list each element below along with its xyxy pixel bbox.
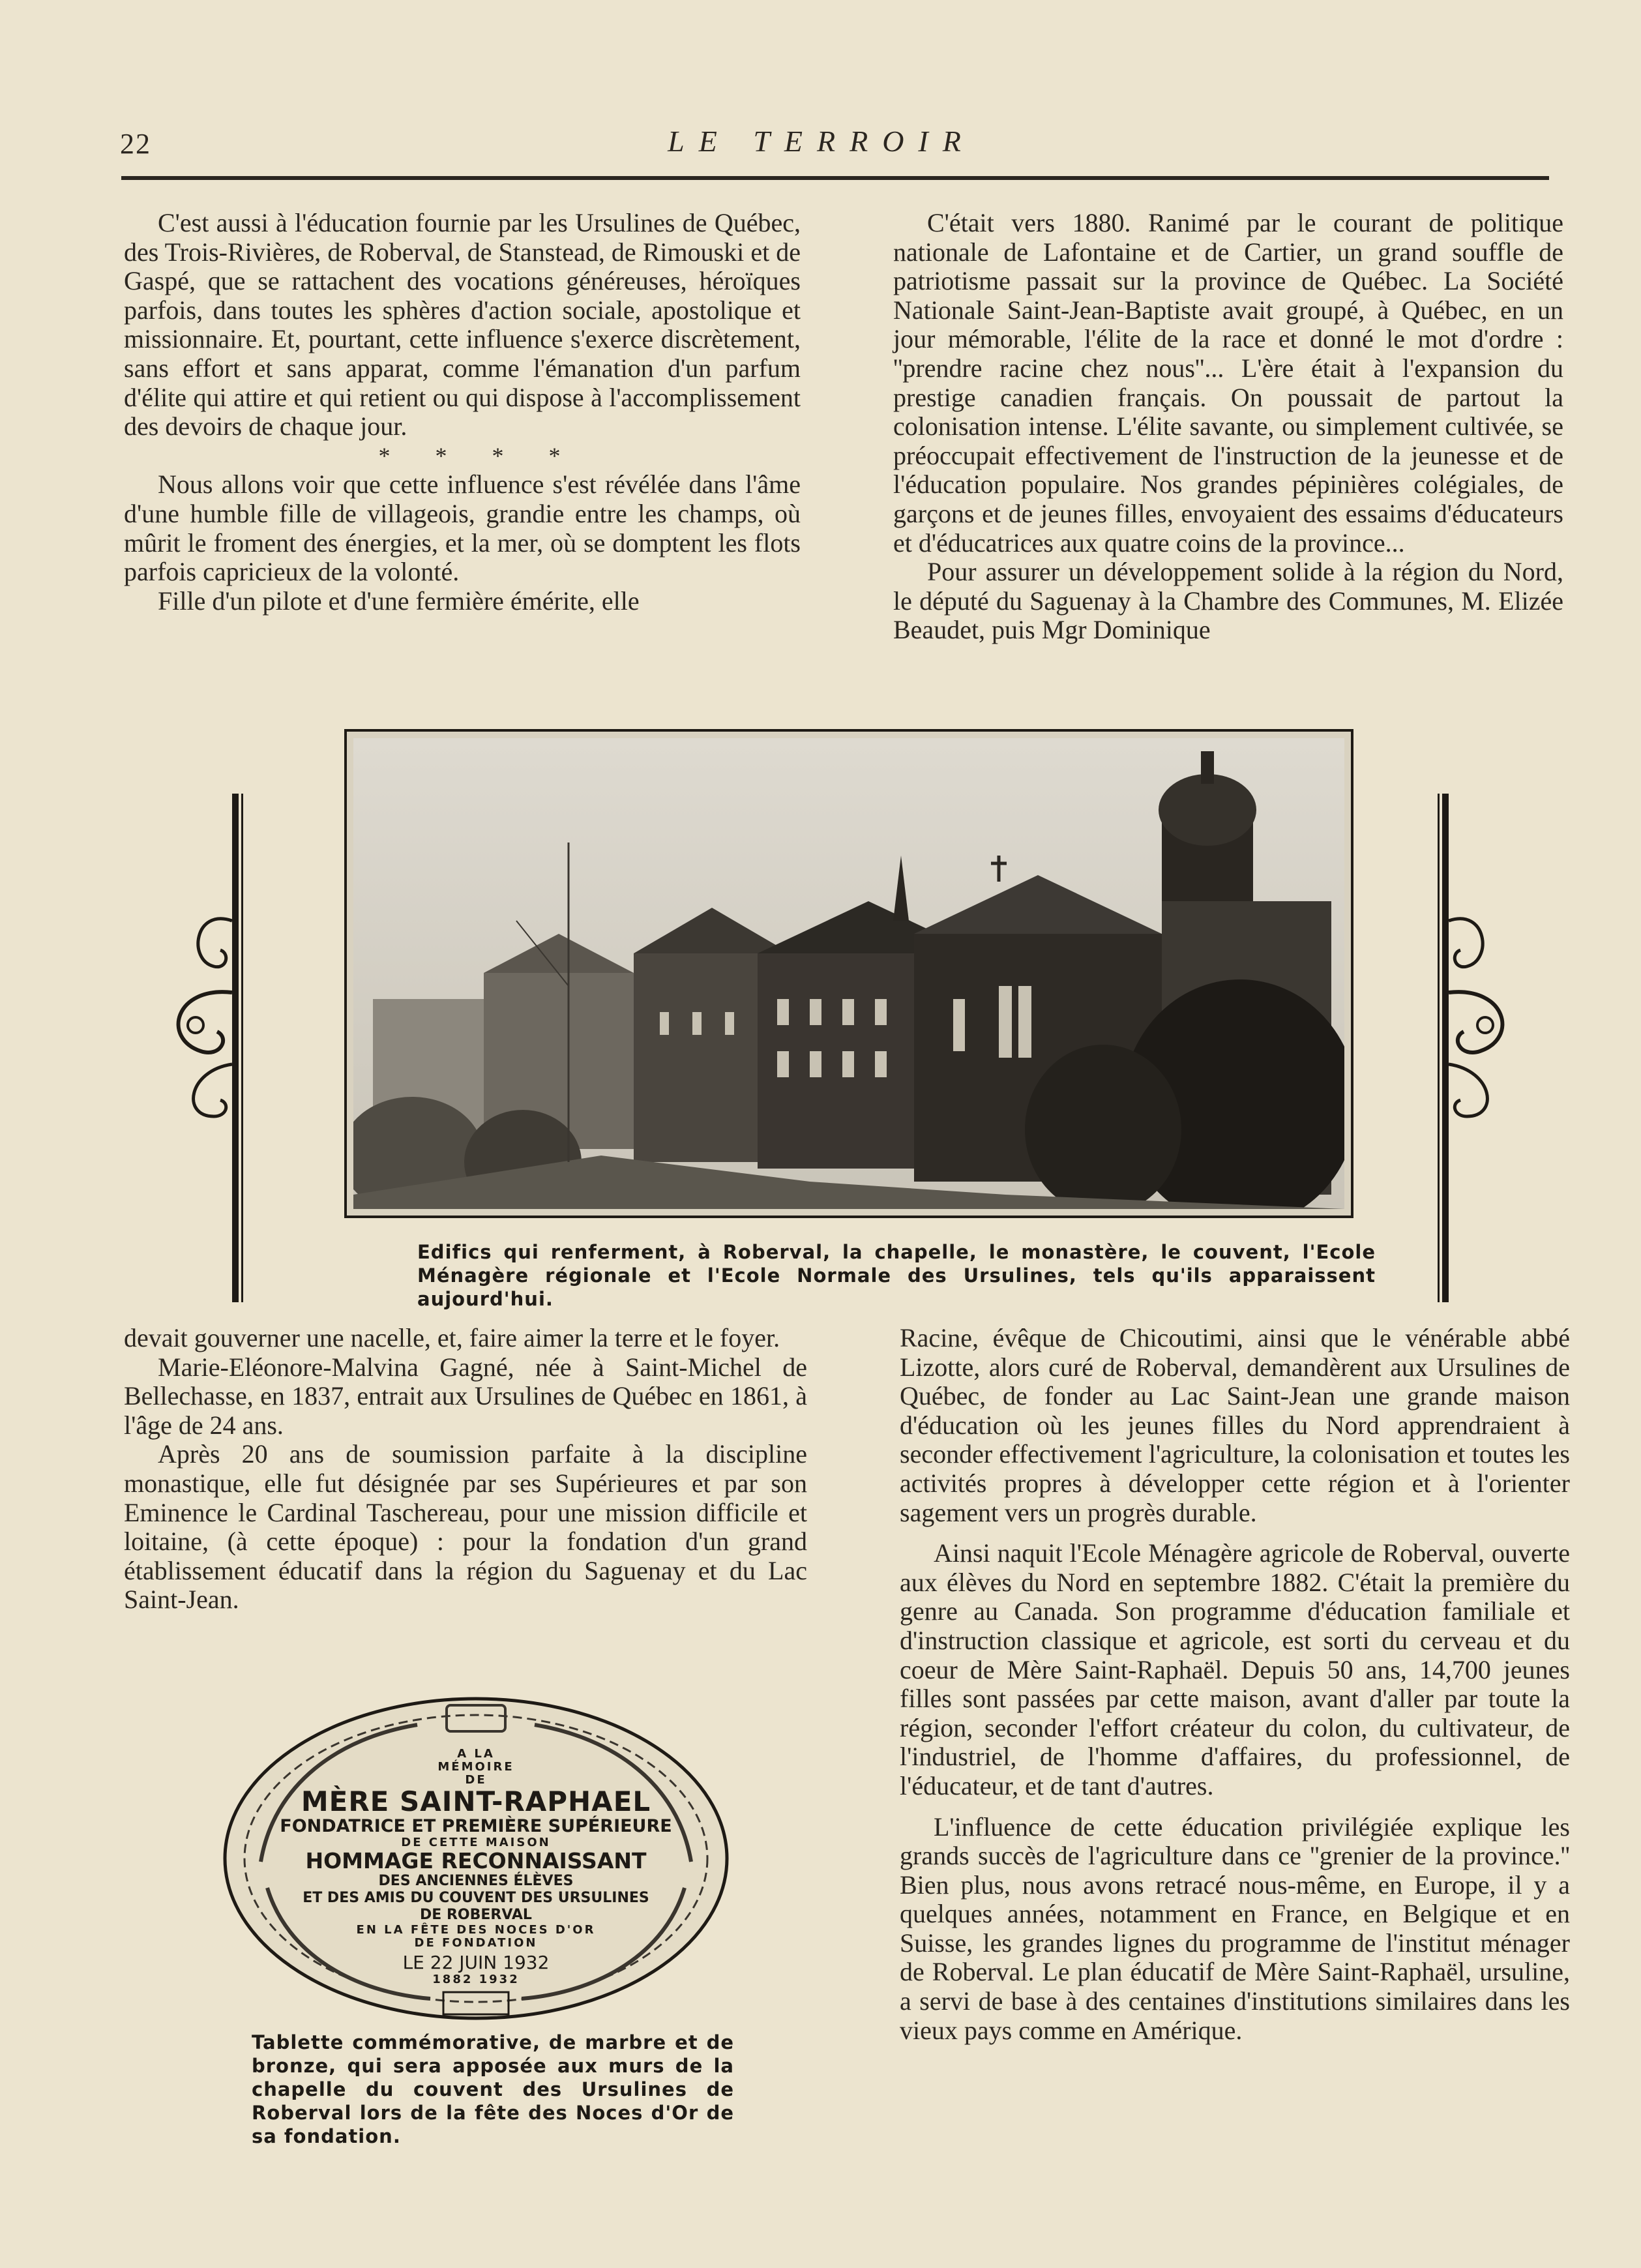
paragraph: L'influence de cette éducation privilégiée explique les grands succès de l'agriculture dans ce ''grenier de la province.'' Bien plus, nous avons retracé nous-même, en Europe, il y a quelques années, notamment en France, en Belgique et en Suisse, les grandes lignes du programme de l'institut ménager de Roberval. Le plan éducatif de Mère Saint-Raphaël, ursuline, a servi de base à des centaines d'institutions similaires dans les vieux pays comme en Amérique.: [900, 1812, 1570, 2045]
paragraph: Ainsi naquit l'Ecole Ménagère agricole de Roberval, ouverte aux élèves du Nord en septembre 1882. C'était la première du genre au Canada. Son programme d'éducation familiale et d'instruction classique et agricole, est sorti du cerveau et du coeur de Mère Saint-Raphaël. Depuis 50 ans, 14,700 jeunes filles sont passées par cette maison, avant d'aller par toute la région, seconder l'effort créateur du colon, du cultivateur, de l'industriel, de l'homme d'affaires, du professionnel, de l'éducateur, et de tant d'autres.: [900, 1538, 1570, 1800]
plaque-line: DES ANCIENNES ÉLÈVES: [378, 1873, 574, 1889]
paragraph: C'était vers 1880. Ranimé par le courant de politique nationale de Lafontaine et de Cartier, un grand souffle de patriotisme passait sur la province de Québec. La Société Nationale Saint-Jean-Baptiste avait groupé, à Québec, en un jour mémorable, l'élite de la race et donné le mot d'ordre : ''prendre racine chez nous''... L'ère était à l'expansion du prestige canadien français. On poussait de partout la colonisation intense. L'élite savante, ou simplement cultivée, se préoccupait effectivement de l'instruction de la jeunesse et de l'éducation populaire. Nos grandes pépinières colégiales, de garçons et de jeunes filles, envoyaient des essaims d'éducateurs et d'éducatrices aux quatre coins de la province...: [893, 208, 1563, 558]
section-separator: * * * *: [378, 442, 580, 469]
paragraph: Pour assurer un développement solide à la région du Nord, le député du Saguenay à la Chambre des Communes, M. Elizée Beaudet, puis Mgr Dominique: [893, 557, 1563, 645]
column-4: [900, 1324, 1570, 2045]
plaque-line: DE FONDATION: [414, 1936, 538, 1950]
plaque-line: DE CETTE MAISON: [401, 1836, 551, 1849]
paragraph: Racine, évêque de Chicoutimi, ainsi que le vénérable abbé Lizotte, alors curé de Roberval, demandèrent aux Ursulines de Québec, de fonder au Lac Saint-Jean une grande maison d'éducation où les jeunes filles du Nord apprendraient à seconder effectivement l'agriculture, la colonisation et toutes les activités propres à développer cette région et à l'orienter sagement vers un progrès durable.: [900, 1323, 1570, 1527]
plaque-line: EN LA FÊTE DES NOCES D'OR: [356, 1923, 596, 1937]
column-1: [124, 209, 801, 616]
plaque-line: MÉMOIRE: [437, 1760, 514, 1774]
photo-caption: Edifics qui renferment, à Roberval, la chapelle, le monastère, le couvent, l'Ecole Ménagère régionale et l'Ecole Normale des Ursulines, tels qu'ils apparaissent aujourd'hui.: [417, 1241, 1376, 1310]
paragraph: Fille d'un pilote et d'une fermière émérite, elle: [158, 586, 640, 616]
plaque-inscription: [222, 1748, 730, 1986]
convent-buildings-image: [353, 738, 1344, 1209]
running-title: LE TERROIR: [668, 125, 975, 158]
paragraph: Nous allons voir que cette influence s'est révélée dans l'âme d'une humble fille de villageois, grandie entre les champs, où mûrit le froment des énergies, et la mer, où se domptent les flots parfois capricieux de la volonté.: [124, 470, 801, 587]
page-number: 22: [120, 128, 151, 160]
right-ornament-icon: [1421, 790, 1532, 1306]
plaque-line: A LA: [457, 1747, 495, 1761]
plaque-line: DE ROBERVAL: [420, 1907, 532, 1923]
plaque-caption: Tablette commémorative, de marbre et de bronze, qui sera apposée aux murs de la chapelle du couvent des Ursulines de Roberval lors de la fête des Noces d'Or de sa fondation.: [252, 2031, 734, 2147]
paragraph: Marie-Eléonore-Malvina Gagné, née à Saint-Michel de Bellechasse, en 1837, entrait aux Ursulines de Québec en 1861, à l'âge de 24 ans.: [124, 1352, 807, 1440]
plaque-line: ET DES AMIS DU COUVENT DES URSULINES: [303, 1890, 649, 1906]
paragraph: Après 20 ans de soumission parfaite à la discipline monastique, elle fut désignée par ses Supérieures et par son Eminence le Cardinal Taschereau, pour une mission difficile et loitaine, (à cette époque) : pour la fondation d'un grand établissement éducatif dans la région du Saguenay et du Lac Saint-Jean.: [124, 1439, 807, 1615]
plaque-line: FONDATRICE ET PREMIÈRE SUPÉRIEURE: [280, 1816, 672, 1836]
plaque-date: LE 22 JUIN 1932: [402, 1952, 550, 1973]
column-3: [124, 1324, 807, 1615]
building-photo: [344, 729, 1353, 1218]
paragraph: C'est aussi à l'éducation fournie par les Ursulines de Québec, des Trois-Rivières, de Roberval, de Stanstead, de Rimouski et de Gaspé, que se rattachent des vocations généreuses, héroïques parfois, dans toutes les sphères d'action sociale, apostolique et missionnaire. Et, pourtant, cette influence s'exerce discrètement, sans effort et sans apparat, comme l'émanation d'un parfum d'élite qui attire et qui retient ou qui dispose à l'accomplissement des devoirs de chaque jour.: [124, 208, 801, 441]
plaque-line: DE: [465, 1773, 487, 1787]
paragraph: devait gouverner une nacelle, et, faire aimer la terre et le foyer.: [124, 1323, 780, 1352]
plaque-name: MÈRE SAINT-RAPHAEL: [301, 1785, 651, 1817]
column-2: [893, 209, 1563, 645]
plaque-line: HOMMAGE RECONNAISSANT: [305, 1848, 647, 1873]
left-ornament-icon: [149, 790, 259, 1306]
plaque-years: 1882 1932: [432, 1973, 520, 1986]
header-rule: [121, 176, 1549, 180]
